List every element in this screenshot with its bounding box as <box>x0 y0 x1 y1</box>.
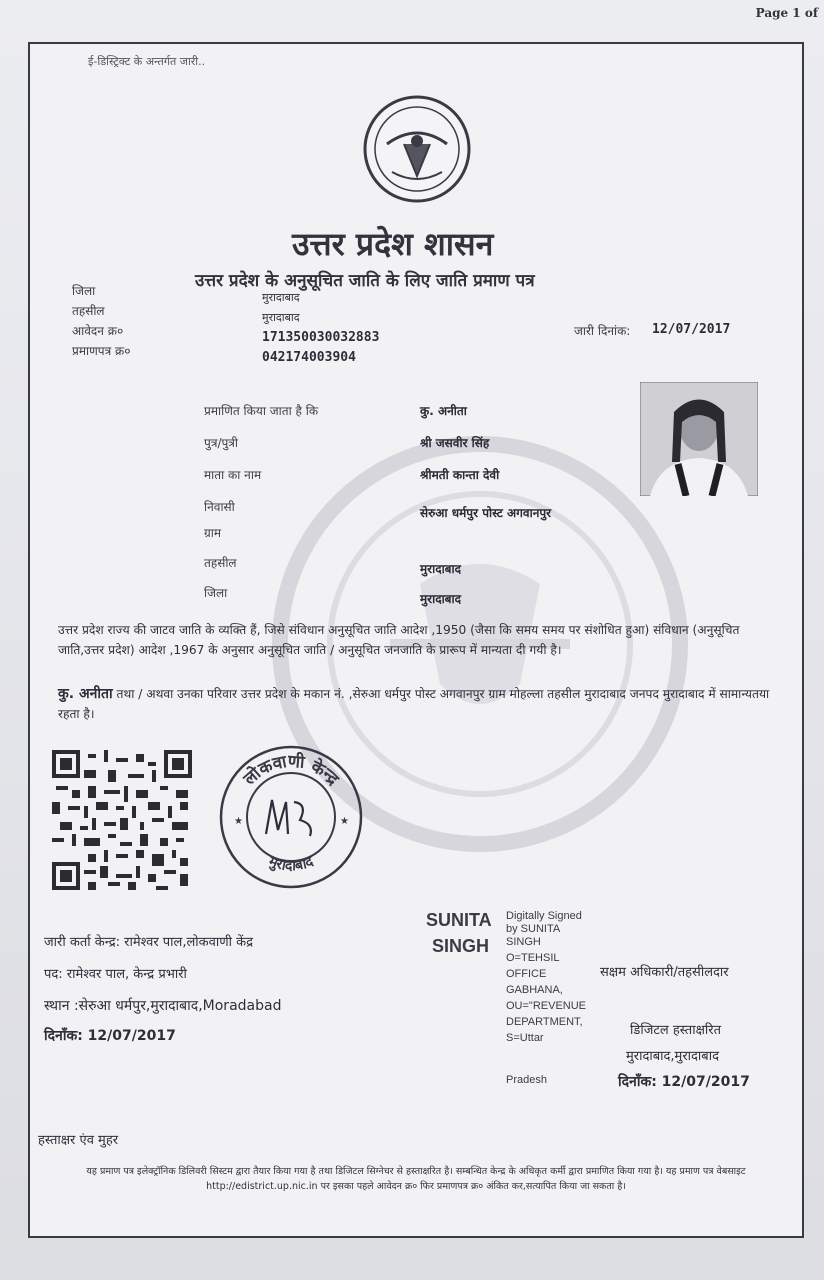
certificate-no: 042174003904 <box>262 350 356 365</box>
stamp-bottom-text: मुरादाबाद <box>266 853 316 875</box>
issuer-post: पद: रामेश्वर पाल, केन्द्र प्रभारी <box>44 967 187 982</box>
signature-state: Pradesh <box>506 1074 547 1086</box>
detail-value: सेरुआ धर्मपुर पोस्ट अगवानपुर <box>420 506 552 520</box>
district-value: मुरादाबाद <box>262 291 300 304</box>
signature-detail: SINGH <box>506 936 541 948</box>
district-label: जिला <box>72 284 96 298</box>
svg-text:★: ★ <box>234 816 243 827</box>
footer-note: यह प्रमाण पत्र इलेक्ट्रॉनिक डिलिवरी सिस्टम द्वारा तैयार किया गया है तथा डिजिटल सिग्नेचर से हस्ताक्षरित है। सम्बन्धित केन्द्र के अधिकृत कर्मी द्वारा प्रमाणित किया गया है। यह प्रमाण पत्र वेबसाइट http://edistrict.up.nic.in पर इसका पहले आवेदन क्र० फिर प्रमाणपत्र क्र० अंकित कर,सत्यापित किया जा सकता है। <box>86 1166 746 1192</box>
detail-label: निवासी <box>204 500 235 514</box>
svg-text:★: ★ <box>340 816 349 827</box>
certificate <box>28 42 804 1238</box>
detail-value: कु. अनीता <box>420 404 467 418</box>
authority-date: दिनाँक: 12/07/2017 <box>618 1074 750 1090</box>
caste-statement: उत्तर प्रदेश राज्य की जाटव जाति के व्यक्ति हैं, जिसे संविधान अनुसूचित जाति आदेश ,1950 (जैसा कि समय समय पर संशोधित हुआ) संविधान (अनुसूचित जाति,उत्तर प्रदेश) आदेश ,1967 के अनुसार अनुसूचित जाति / अनुसूचित जनजाति के प्रारूप में मान्यता दी गयी है। <box>58 623 740 657</box>
document-subtitle: उत्तर प्रदेश के अनुसूचित जाति के लिए जाति प्रमाण पत्र <box>195 271 535 291</box>
document-title: उत्तर प्रदेश शासन <box>292 225 494 263</box>
application-no: 171350030032883 <box>262 330 380 345</box>
detail-label: जिला <box>204 586 228 600</box>
signature-detail: by SUNITA <box>506 923 561 935</box>
certificate-no-label: प्रमाणपत्र क्र० <box>72 344 131 358</box>
detail-label: प्रमाणित किया जाता है कि <box>204 404 319 418</box>
applicant-name: कु. अनीता <box>58 686 113 702</box>
signature-seal-label: हस्ताक्षर एंव मुहर <box>38 1133 119 1148</box>
up-government-emblem <box>362 94 472 204</box>
detail-label: ग्राम <box>204 526 222 540</box>
residence-statement <box>58 684 772 724</box>
signature-detail: GABHANA, <box>506 984 563 996</box>
svg-text:मुरादाबाद <box>265 853 316 874</box>
tehsil-value: मुरादाबाद <box>262 311 300 324</box>
signer-first-name: SUNITA <box>426 910 492 930</box>
detail-value: मुरादाबाद <box>420 562 462 576</box>
applicant-photo <box>640 382 758 496</box>
digitally-signed-label: डिजिटल हस्ताक्षरित <box>630 1023 721 1038</box>
detail-value: श्रीमती कान्ता देवी <box>420 468 500 482</box>
signature-detail: OU="REVENUE <box>506 1000 587 1012</box>
page-number: Page 1 of <box>755 6 818 20</box>
issued-under: ई-डिस्ट्रिक्ट के अन्तर्गत जारी.. <box>88 55 206 68</box>
authority-location: मुरादाबाद,मुरादाबाद <box>626 1049 719 1064</box>
detail-label: तहसील <box>204 556 237 570</box>
stamp-top-text: लोकवाणी केन्द्र <box>239 751 343 790</box>
signature-detail: OFFICE <box>506 968 547 980</box>
lokvani-stamp <box>216 742 366 892</box>
qr-code <box>52 750 192 890</box>
issuer-date: दिनाँक: 12/07/2017 <box>44 1028 176 1044</box>
residence-text: तथा / अथवा उनका परिवार उत्तर प्रदेश के मकान नं. ,सेरुआ धर्मपुर पोस्ट अगवानपुर ग्राम मोहल्ला तहसील मुरादाबाद जनपद मुरादाबाद में सामान्यतया रहता है। <box>58 687 770 721</box>
detail-label: पुत्र/पुत्री <box>204 436 239 450</box>
issuing-center: जारी कर्ता केन्द्र: रामेश्वर पाल,लोकवाणी केंद्र <box>44 935 254 950</box>
authority-title: सक्षम अधिकारी/तहसीलदार <box>600 965 729 980</box>
application-no-label: आवेदन क्र० <box>72 324 124 338</box>
signature-detail: S=Uttar <box>506 1032 544 1044</box>
tehsil-label: तहसील <box>72 304 105 318</box>
issue-date-label: जारी दिनांक: <box>574 324 631 338</box>
issue-place: स्थान :सेरुआ धर्मपुर,मुरादाबाद,Moradabad <box>44 998 282 1014</box>
signature-detail: Digitally Signed <box>506 910 582 922</box>
detail-label: माता का नाम <box>204 468 262 482</box>
detail-value: श्री जसवीर सिंह <box>420 436 490 450</box>
signature-detail-list <box>506 910 586 1045</box>
issue-date: 12/07/2017 <box>652 322 731 337</box>
signature-detail: DEPARTMENT, <box>506 1016 583 1028</box>
signature-detail: O=TEHSIL <box>506 952 560 964</box>
signer-last-name: SINGH <box>432 936 490 956</box>
detail-value: मुरादाबाद <box>420 592 462 606</box>
